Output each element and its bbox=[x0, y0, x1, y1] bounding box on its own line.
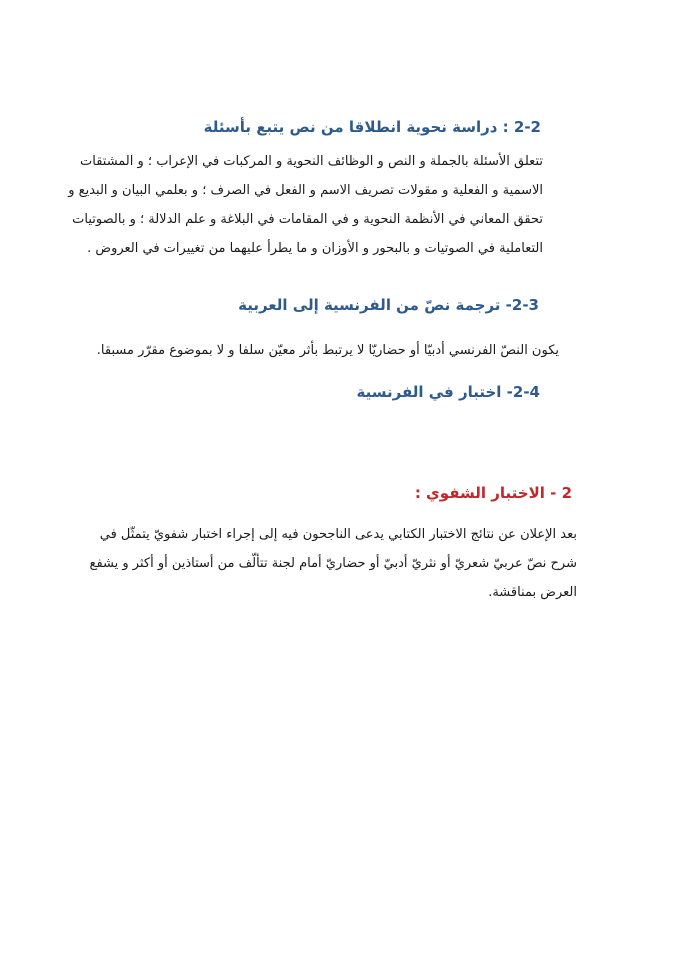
section-2-3-paragraph bbox=[96, 336, 559, 365]
section-2-2-heading: 2-2 : دراسة نحوية انطلاقا من نص يتبع بأسئلة bbox=[203, 118, 541, 136]
paragraph-line: تحقق المعاني في الأنظمة النحوية و في المقامات في البلاغة و علم الدلالة ؛ و بالصوتيات bbox=[72, 212, 543, 227]
section-2-3-heading: 2-3- ترجمة نصّ من الفرنسية إلى العربية bbox=[238, 296, 539, 314]
paragraph-line: تتعلق الأسئلة بالجملة و النص و الوظائف النحوية و المركبات في الإعراب ؛ و المشتقات bbox=[80, 154, 543, 169]
section-2-4-heading: 2-4- اختبار في الفرنسية bbox=[356, 383, 540, 401]
paragraph-line: الاسمية و الفعلية و مقولات تصريف الاسم و الفعل في الصرف ؛ و بعلمي البيان و البديع و bbox=[68, 183, 543, 198]
paragraph-line: شرح نصّ عربيّ شعريّ أو نثريّ أدبيّ أو حضاريّ أمام لجنة تتألّف من أستاذين أو أكثر و يشفع bbox=[89, 556, 577, 571]
oral-exam-paragraph bbox=[89, 520, 577, 607]
oral-exam-heading: 2 - الاختبار الشفوي : bbox=[414, 484, 572, 502]
section-2-2-paragraph bbox=[68, 147, 543, 263]
paragraph-line: التعاملية في الصوتيات و بالبحور و الأوزان و ما يطرأ عليهما من تغييرات في العروض . bbox=[87, 241, 543, 256]
paragraph-line: يكون النصّ الفرنسي أدبيّا أو حضاريّا لا يرتبط بأثر معيّن سلفا و لا بموضوع مقرّر مسبقا. bbox=[96, 343, 559, 358]
paragraph-line: العرض بمناقشة. bbox=[488, 585, 577, 600]
paragraph-line: بعد الإعلان عن نتائج الاختبار الكتابي يدعى الناجحون فيه إلى إجراء اختبار شفويّ يتمثّل في bbox=[99, 527, 577, 542]
